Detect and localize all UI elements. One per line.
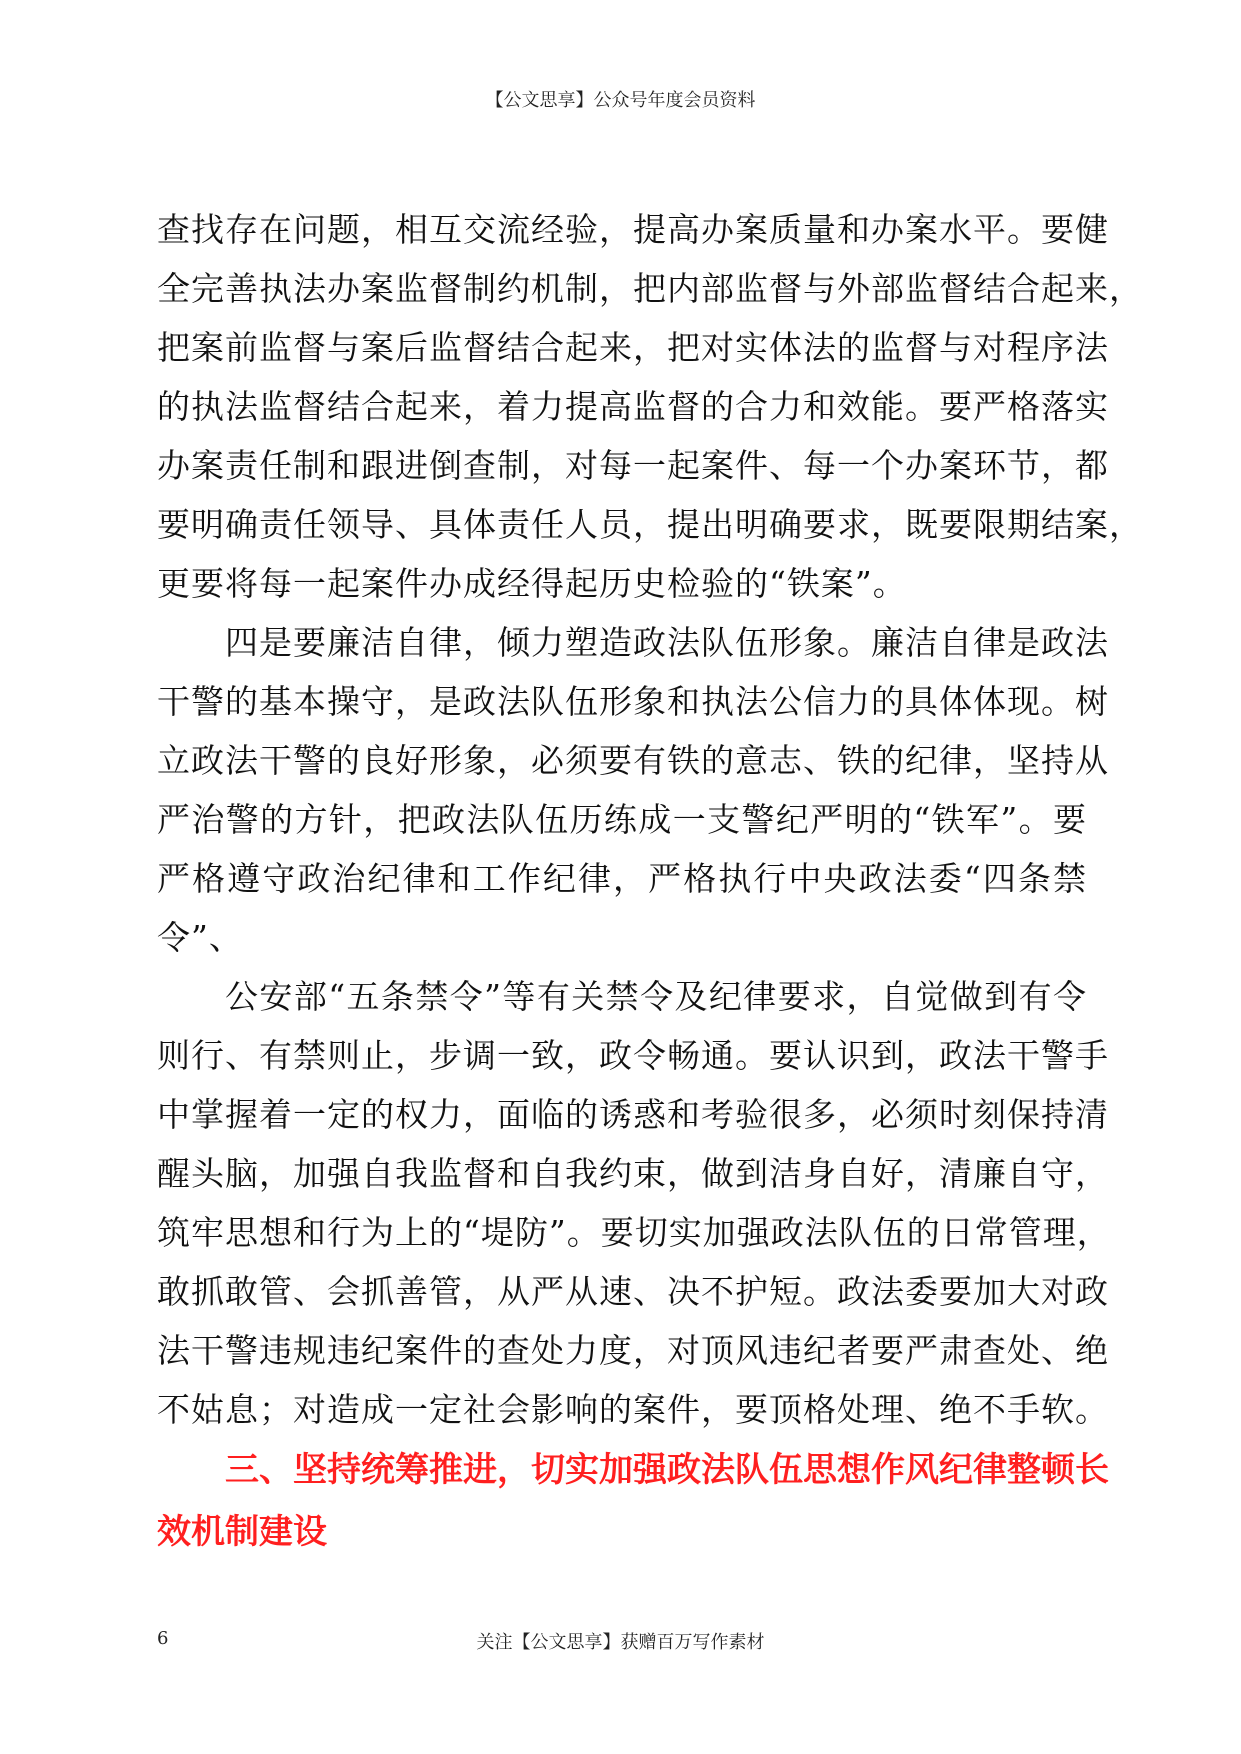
body-line: 醒头脑，加强自我监督和自我约束，做到洁身自好，清廉自守， [157,1154,1109,1193]
body-line: 筑牢思想和行为上的“堤防”。要切实加强政法队伍的日常管理， [157,1213,1111,1252]
page-footer: 关注【公文思享】获赠百万写作素材 [476,1632,765,1653]
body-line: 干警的基本操守，是政法队伍形象和执法公信力的具体体现。树 [157,682,1109,721]
body-line: 严治警的方针，把政法队伍历练成一支警纪严明的“铁军”。要 [157,800,1087,839]
page-number: 6 [157,1628,169,1649]
body-line: 把案前监督与案后监督结合起来，把对实体法的监督与对程序法 [157,328,1109,367]
body-line: 全完善执法办案监督制约机制，把内部监督与外部监督结合起来， [157,269,1143,308]
body-line: 令”、 [157,918,243,957]
body-line: 的执法监督结合起来，着力提高监督的合力和效能。要严格落实 [157,387,1109,426]
body-line: 立政法干警的良好形象，必须要有铁的意志、铁的纪律，坚持从 [157,741,1109,780]
body-line: 四是要廉洁自律，倾力塑造政法队伍形象。廉洁自律是政法 [225,623,1109,662]
body-line: 要明确责任领导、具体责任人员，提出明确要求，既要限期结案， [157,505,1143,544]
section-heading: 效机制建设 [157,1512,327,1552]
document-body [157,200,1143,1563]
body-line: 敢抓敢管、会抓善管，从严从速、决不护短。政法委要加大对政 [157,1272,1109,1311]
page-header: 【公文思享】公众号年度会员资料 [485,90,756,111]
body-line: 严格遵守政治纪律和工作纪律，严格执行中央政法委“四条禁 [157,859,1087,898]
body-line: 则行、有禁则止，步调一致，政令畅通。要认识到，政法干警手 [157,1036,1109,1075]
body-line: 办案责任制和跟进倒查制，对每一起案件、每一个办案环节，都 [157,446,1109,485]
body-line: 更要将每一起案件办成经得起历史检验的“铁案”。 [157,564,907,603]
body-line: 法干警违规违纪案件的查处力度，对顶风违纪者要严肃查处、绝 [157,1331,1109,1370]
body-line: 不姑息；对造成一定社会影响的案件，要顶格处理、绝不手软。 [157,1390,1109,1429]
body-line: 中掌握着一定的权力，面临的诱惑和考验很多，必须时刻保持清 [157,1095,1109,1134]
section-heading: 三、坚持统筹推进，切实加强政法队伍思想作风纪律整顿长 [225,1450,1109,1490]
body-line: 查找存在问题，相互交流经验，提高办案质量和办案水平。要健 [157,210,1109,249]
body-line: 公安部“五条禁令”等有关禁令及纪律要求，自觉做到有令 [225,977,1087,1016]
